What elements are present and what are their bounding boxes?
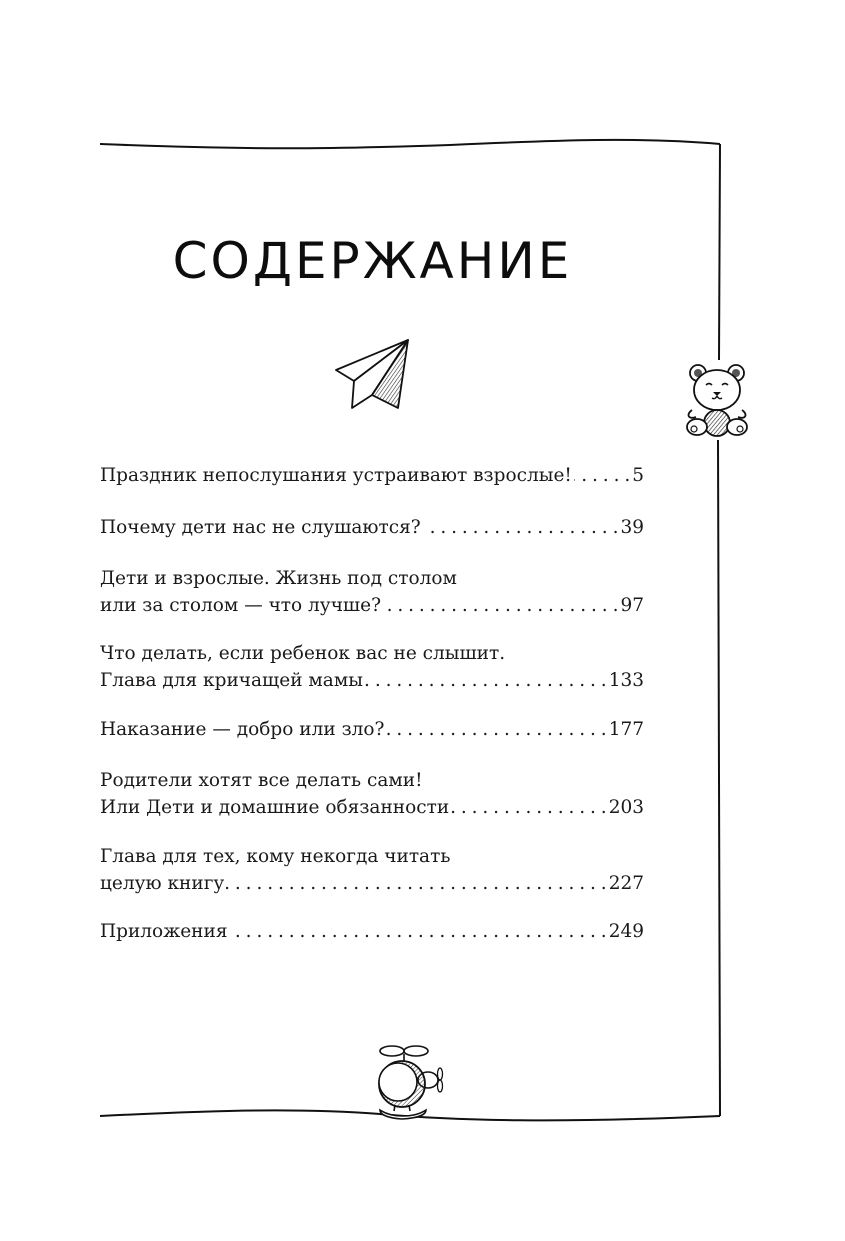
toc-entry[interactable] [100, 514, 644, 541]
leader-dots [365, 667, 607, 694]
toc-entry[interactable] [100, 918, 644, 945]
toc-entry-title-cont: или за столом — что лучше? [100, 595, 381, 616]
leader-dots [226, 870, 606, 897]
toc-page-number: 177 [608, 719, 644, 740]
toc-entry-title-cont: Глава для кричащей мамы [100, 670, 363, 691]
leader-dots [230, 918, 607, 945]
toc-page-number: 227 [608, 873, 644, 894]
paper-plane-icon [334, 338, 410, 412]
toc-entry-title: Приложения [100, 921, 228, 942]
toc-entry-title: Наказание — добро или зло? [100, 719, 385, 740]
toc-entry[interactable] [100, 462, 644, 489]
toc-entry-title: Дети и взрослые. Жизнь под столом [100, 568, 457, 589]
toc-entry[interactable] [100, 716, 644, 743]
leader-dots [386, 716, 606, 743]
toc-page-number: 133 [608, 670, 644, 691]
toc-entry-title: Глава для тех, кому некогда читать [100, 846, 451, 867]
leader-dots [423, 514, 619, 541]
toc-entry-title: Почему дети нас не слушаются? [100, 517, 421, 538]
leader-dots [574, 462, 630, 489]
toc-entry[interactable] [100, 843, 644, 897]
toc-page-number: 203 [608, 797, 644, 818]
helicopter-icon [370, 1044, 448, 1120]
toc-page-number: 5 [632, 465, 644, 486]
toc-entry-title-cont: целую книгу [100, 873, 225, 894]
toc-page-number: 97 [620, 595, 644, 616]
toc-entry[interactable] [100, 767, 644, 821]
leader-dots [451, 794, 607, 821]
toc-entry-title: Праздник непослушания устраивают взрослые! [100, 465, 572, 486]
page-title: СОДЕРЖАНИЕ [172, 232, 573, 290]
toc-entry-title-cont: Или Дети и домашние обязанности [100, 797, 450, 818]
toc-page-number: 39 [620, 517, 644, 538]
leader-dots [383, 592, 618, 619]
toc-page-number: 249 [608, 921, 644, 942]
toc-entry[interactable] [100, 565, 644, 619]
teddy-bear-icon [678, 360, 756, 440]
toc-entry-title: Что делать, если ребенок вас не слышит. [100, 643, 506, 664]
toc-entry-title: Родители хотят все делать сами! [100, 770, 423, 791]
toc-entry[interactable] [100, 640, 644, 694]
